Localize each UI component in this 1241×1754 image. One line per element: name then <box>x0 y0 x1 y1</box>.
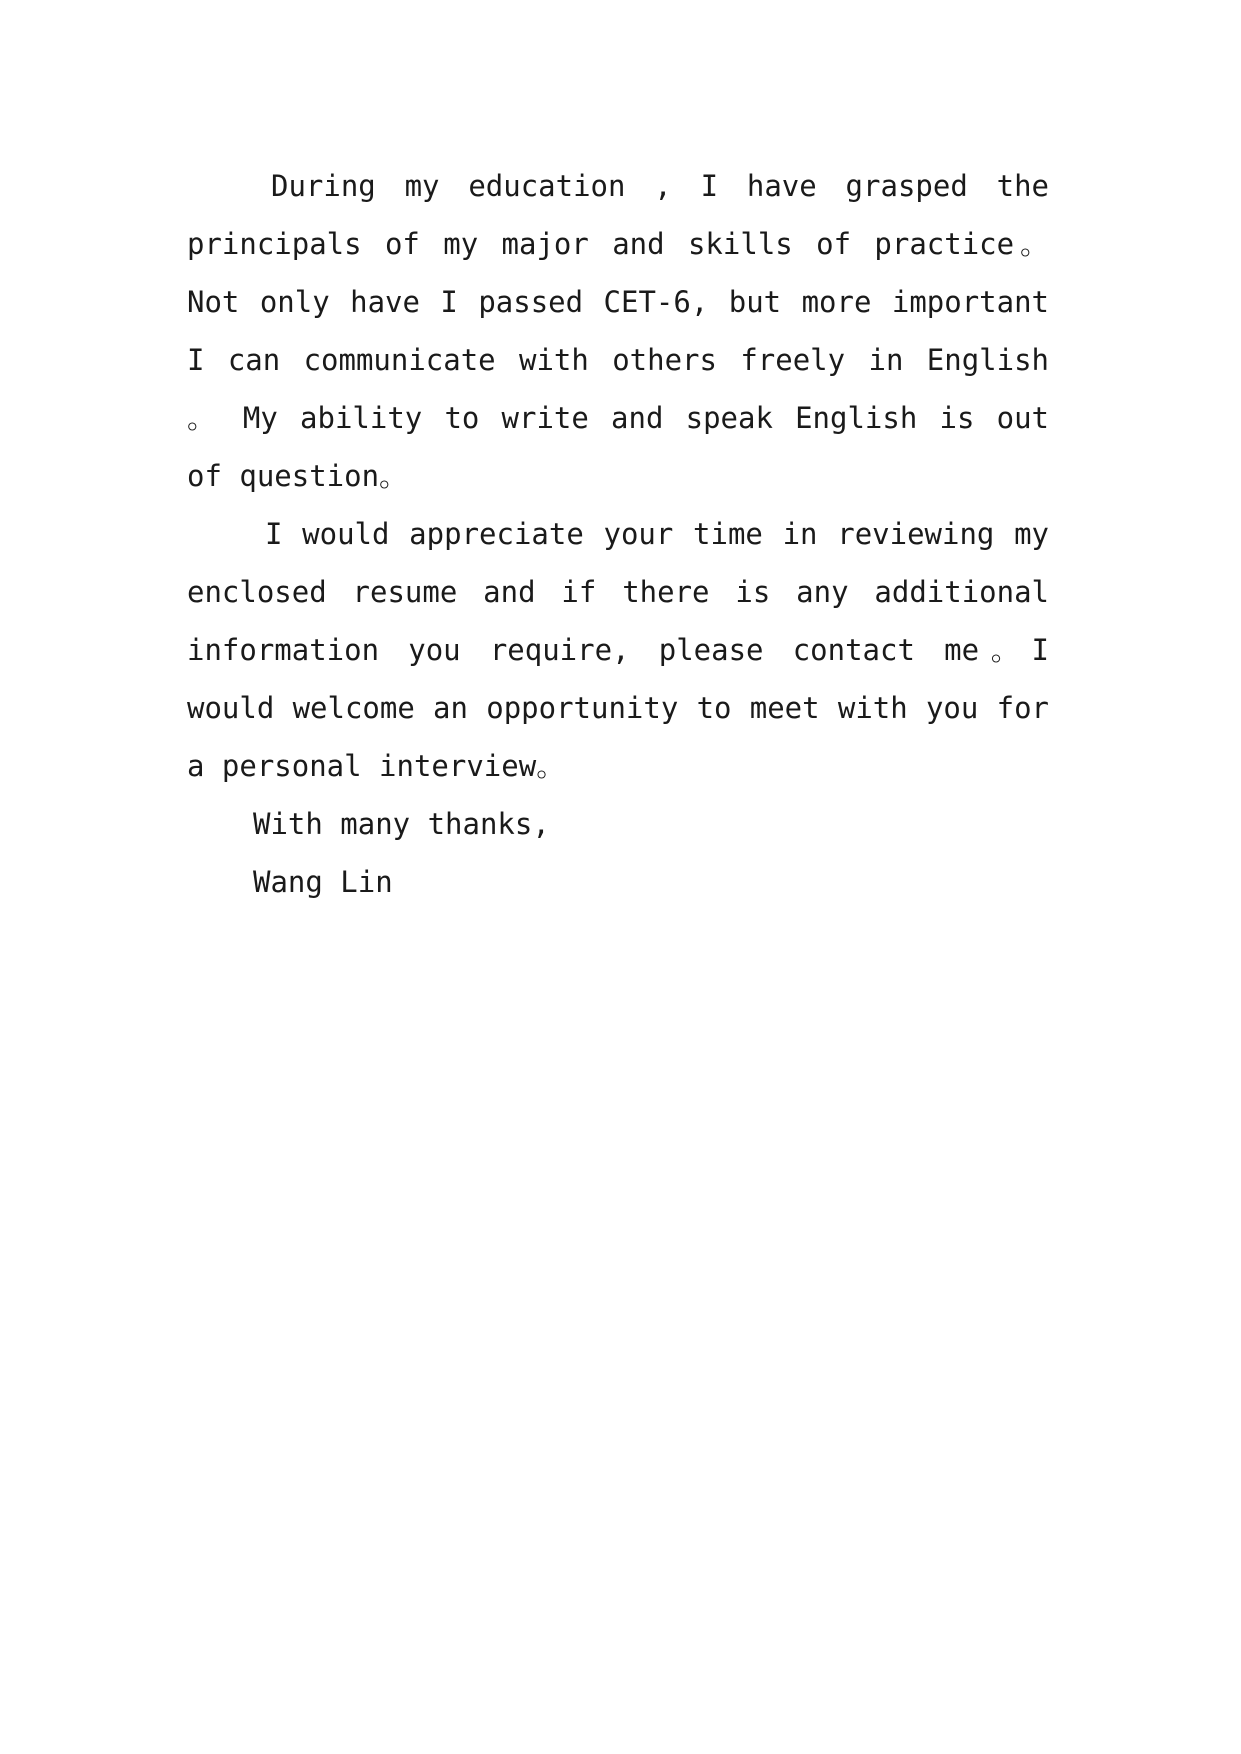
paragraph-education: During my education , I have grasped the principals of my major and skills of practice。 Not only have I passed CET-6, but more important I can communicate with others freely in English 。 My ability to write and speak English is out of question。 <box>187 169 1049 493</box>
signature-name: Wang Lin <box>253 865 393 899</box>
paragraph-request: I would appreciate your time in reviewing my enclosed resume and if there is any additional information you require, please contact me。I would welcome an opportunity to meet with you for a personal interview。 <box>187 517 1049 783</box>
closing-line: With many thanks, <box>253 807 550 841</box>
letter-body <box>187 157 1049 911</box>
